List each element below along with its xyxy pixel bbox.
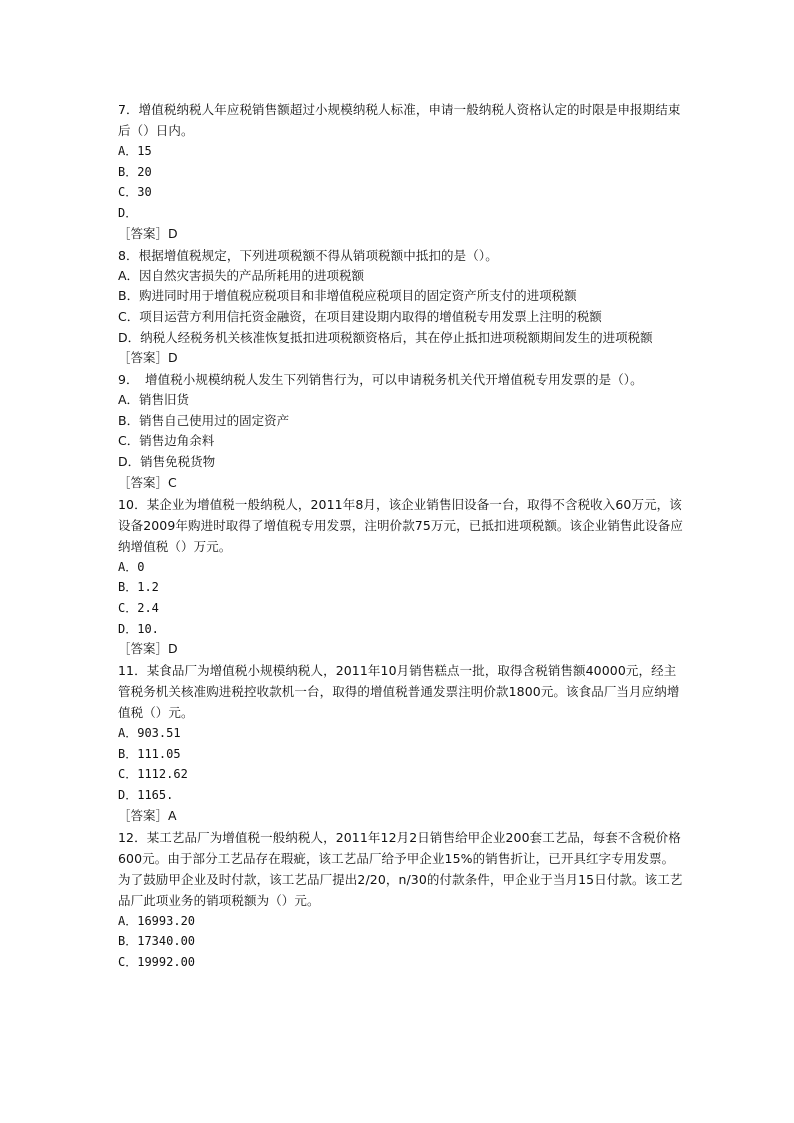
question-9 bbox=[118, 369, 684, 494]
option-c: C．19992.00 bbox=[118, 954, 196, 969]
question-stem: 7．增值税纳税人年应税销售额超过小规模纳税人标准，申请一般纳税人资格认定的时限是申报期结束后（）日内。 bbox=[118, 102, 681, 138]
option-b: B．销售自己使用过的固定资产 bbox=[118, 412, 290, 428]
option-b: B．20 bbox=[118, 164, 152, 179]
question-7 bbox=[118, 99, 684, 245]
option-a: A．0 bbox=[118, 559, 145, 574]
option-c: C．2.4 bbox=[118, 600, 159, 615]
question-8 bbox=[118, 245, 684, 370]
document-page bbox=[118, 99, 684, 973]
option-c: C．30 bbox=[118, 185, 152, 200]
option-a: A．15 bbox=[118, 144, 152, 158]
answer: ［答案］D bbox=[118, 350, 178, 366]
question-10 bbox=[118, 494, 684, 661]
option-c: C．1112.62 bbox=[118, 767, 188, 782]
option-d: D．1165. bbox=[118, 788, 174, 803]
question-stem: 9． 增值税小规模纳税人发生下列销售行为，可以申请税务机关代开增值税专用发票的是（）。 bbox=[118, 372, 643, 388]
option-b: B．17340.00 bbox=[118, 934, 196, 949]
option-d: D．纳税人经税务机关核准恢复抵扣进项税额资格后，其在停止抵扣进项税额期间发生的进项税额 bbox=[118, 329, 653, 345]
option-c: C．项目运营方利用信托资金融资，在项目建设期内取得的增值税专用发票上注明的税额 bbox=[118, 308, 602, 324]
answer: ［答案］A bbox=[118, 807, 177, 823]
option-d: D．10. bbox=[118, 621, 159, 636]
option-b: B．1.2 bbox=[118, 580, 159, 595]
question-stem: 11．某食品厂为增值税小规模纳税人，2011年10月销售糕点一批，取得含税销售额40000元，经主管税务机关核准购进税控收款机一台，取得的增值税普通发票注明价款1800元。该食品厂当月应纳增值税（）元。 bbox=[118, 663, 680, 721]
option-d: D．销售免税货物 bbox=[118, 454, 216, 470]
option-a: A．因自然灾害损失的产品所耗用的进项税额 bbox=[118, 267, 365, 283]
option-b: B．111.05 bbox=[118, 746, 181, 761]
answer: ［答案］C bbox=[118, 474, 177, 490]
answer: ［答案］D bbox=[118, 641, 178, 657]
option-a: A．16993.20 bbox=[118, 913, 196, 928]
option-a: A．销售旧货 bbox=[118, 392, 190, 408]
option-a: A．903.51 bbox=[118, 726, 181, 741]
question-stem: 12．某工艺品厂为增值税一般纳税人，2011年12月2日销售给甲企业200套工艺品，每套不含税价格600元。由于部分工艺品存在瑕疵，该工艺品厂给予甲企业15%的销售折让，已开具红字专用发票。为了鼓励甲企业及时付款，该工艺品厂提出2/20，n/30的付款条件，甲企业于当月15日付款。该工艺品厂此项业务的销项税额为（）元。 bbox=[118, 829, 683, 908]
question-11 bbox=[118, 660, 684, 827]
question-12 bbox=[118, 827, 684, 973]
question-stem: 8．根据增值税规定，下列进项税额不得从销项税额中抵扣的是（）。 bbox=[118, 247, 498, 263]
option-c: C．销售边角余料 bbox=[118, 433, 215, 449]
option-b: B．购进同时用于增值税应税项目和非增值税应税项目的固定资产所支付的进项税额 bbox=[118, 288, 577, 304]
question-stem: 10．某企业为增值税一般纳税人，2011年8月，该企业销售旧设备一台，取得不含税收入60万元，该设备2009年购进时取得了增值税专用发票，注明价款75万元，已抵扣进项税额。该企业销售此设备应纳增值税（）万元。 bbox=[118, 496, 683, 554]
answer: ［答案］D bbox=[118, 225, 178, 241]
option-d: D． bbox=[118, 206, 138, 221]
